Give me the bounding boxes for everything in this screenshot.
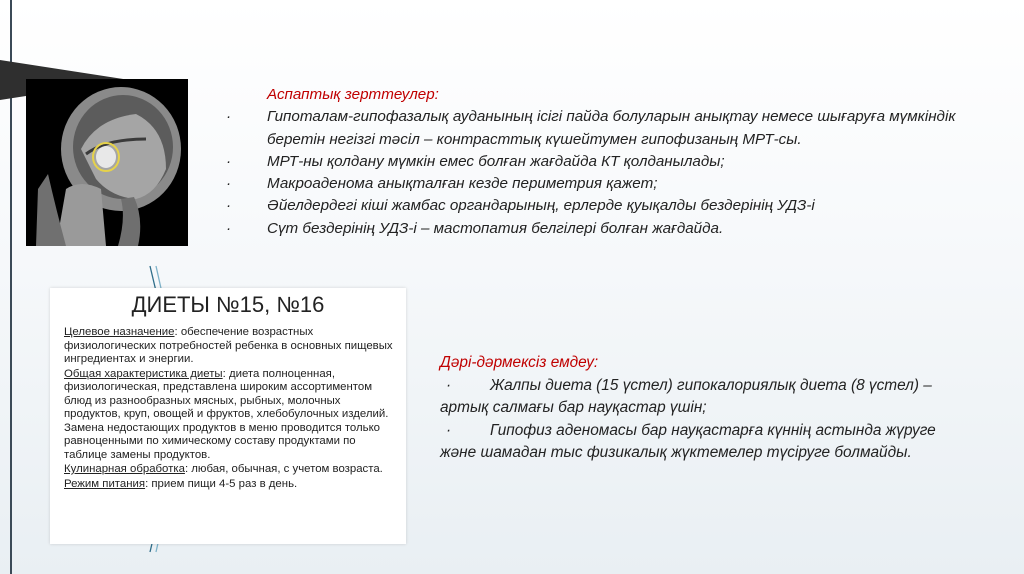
diet-section-text: : любая, обычная, с учетом возраста. [184, 463, 383, 475]
treatment-heading: Дәрі-дәрмексіз емдеу: [440, 354, 599, 371]
diet-section [64, 368, 400, 463]
bullet-icon: · [226, 219, 232, 237]
bullet-icon: · [226, 197, 232, 215]
research-item [214, 195, 1004, 217]
research-item-text: МРТ-ны қолдану мүмкін емес болған жағдайда КТ қолданылады; [267, 152, 725, 170]
diet-section-text: : обеспечение возрастных физиологических потребностей ребенка в основных пищевых ингредиентах и энергии. [64, 326, 393, 365]
bullet-icon: · [226, 175, 232, 193]
treatment-item-text: Гипофиз аденомасы бар науқастарға күннің астында жүруге және шамадан тыс физикалық жүктемелер түсіруге болмайды. [440, 421, 936, 462]
research-item-text: Макроаденома анықталған кезде периметрия қажет; [267, 175, 658, 193]
mri-scan-image [26, 79, 188, 246]
diet-table-card [50, 288, 406, 544]
diet-section [64, 326, 400, 367]
treatment-item [440, 375, 970, 420]
research-section [214, 84, 1004, 240]
diet-section-label: Общая характеристика диеты [64, 367, 223, 380]
research-item [214, 218, 1004, 240]
bullet-icon: · [446, 376, 452, 394]
diet-title: ДИЕТЫ №15, №16 [131, 292, 325, 317]
treatment-item [440, 420, 970, 465]
research-item [214, 106, 1004, 151]
treatment-section [440, 352, 970, 465]
research-heading: Аспаптық зерттеулер: [267, 86, 439, 103]
research-item [214, 151, 1004, 173]
bullet-icon: · [446, 421, 452, 439]
research-item-text: Гипоталам-гипофазалық ауданының ісігі пайда болуларын анықтау немесе шығаруға мүмкіндік беретін негізгі тәсіл – контрасттық күшейтумен гипофизаның МРТ-сы. [267, 108, 956, 148]
diet-section [64, 478, 400, 492]
bullet-icon: · [226, 108, 232, 126]
bullet-icon: · [226, 152, 232, 170]
diet-section-text: : прием пищи 4-5 раз в день. [145, 477, 298, 490]
diet-section-text: : диета полноценная, физиологическая, представлена широким ассортиментом блюд из разнообразных мясных, рыбных, молочных продуктов, круп, овощей и фруктов, хлебобулочных изделий. Замена недостающих продуктов в меню проводится только равноценными по химическому составу продуктами по таблице замены продуктов. [64, 367, 389, 461]
research-item-text: Сүт бездерінің УДЗ-і – мастопатия белгілері болған жағдайда. [267, 219, 724, 237]
diet-body [64, 326, 400, 492]
diet-section [64, 463, 400, 477]
diet-section-label: Режим питания [64, 477, 146, 490]
research-item [214, 173, 1004, 195]
diet-section-label: Целевое назначение [64, 326, 175, 338]
treatment-item-text: Жалпы диета (15 үстел) гипокалориялық диета (8 үстел) – артық салмағы бар науқастар үшін; [440, 376, 932, 417]
research-item-text: Әйелдердегі кіші жамбас органдарының, ерлерде қуықалды бездерінің УДЗ-і [267, 197, 815, 215]
diet-section-label: Кулинарная обработка [64, 463, 185, 475]
